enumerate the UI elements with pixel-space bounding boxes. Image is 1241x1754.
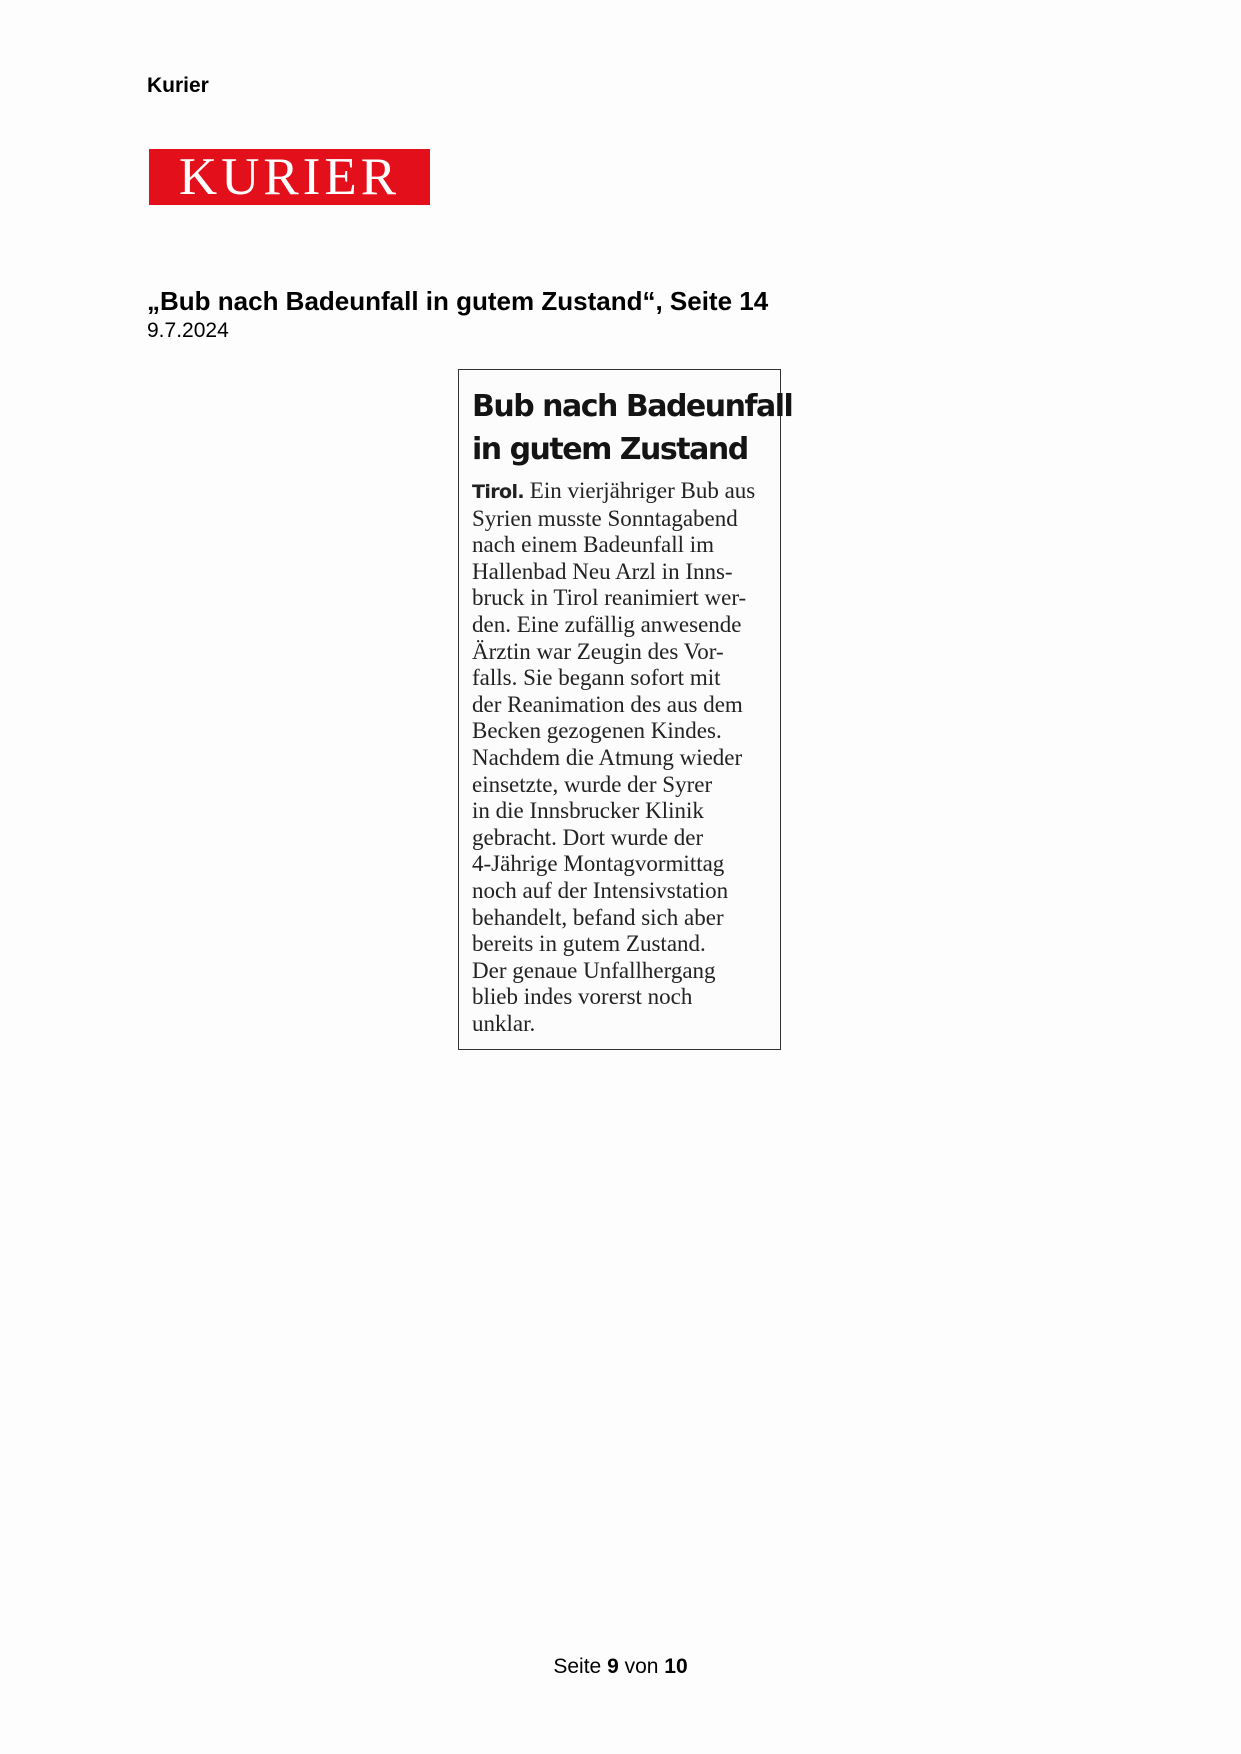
body-line: noch auf der Intensivstation — [472, 877, 729, 903]
body-line: falls. Sie begann sofort mit — [472, 665, 721, 691]
body-line: bereits in gutem Zustand. — [472, 931, 706, 957]
body-line: nach einem Badeunfall im — [472, 532, 715, 558]
article-lead: Tirol. — [472, 481, 525, 503]
current-page: 9 — [607, 1655, 619, 1678]
total-pages: 10 — [664, 1655, 688, 1678]
publication-name: Kurier — [147, 74, 209, 97]
body-line: den. Eine zufällig anwesende — [472, 611, 742, 637]
document-title: „Bub nach Badeunfall in gutem Zustand“, Seite 14 — [147, 286, 769, 316]
body-line: einsetzte, wurde der Syrer — [472, 771, 713, 797]
page-number — [0, 1654, 1241, 1680]
body-line: Ärztin war Zeugin des Vor- — [472, 638, 724, 664]
body-line: der Reanimation des aus dem — [472, 691, 743, 717]
body-line: Becken gezogenen Kindes. — [472, 718, 722, 744]
body-line: Der genaue Unfallhergang — [472, 957, 716, 983]
body-line: 4-Jährige Montagvormittag — [472, 851, 725, 877]
body-line — [472, 478, 755, 506]
body-line: Nachdem die Atmung wieder — [472, 744, 743, 770]
body-line: blieb indes vorerst noch — [472, 984, 693, 1010]
article-body — [472, 478, 755, 1037]
body-line: unklar. — [472, 1010, 536, 1036]
body-line: bruck in Tirol reanimiert wer- — [472, 585, 747, 611]
page-of-label: von — [624, 1655, 659, 1678]
body-line: behandelt, befand sich aber — [472, 904, 724, 930]
body-line: gebracht. Dort wurde der — [472, 824, 704, 850]
body-line: in die Innsbrucker Klinik — [472, 798, 704, 824]
headline-line: in gutem Zustand — [472, 432, 748, 467]
body-line: Syrien musste Sonntagabend — [472, 505, 738, 531]
page-label: Seite — [553, 1655, 602, 1678]
article-clipping — [458, 369, 793, 1050]
document-date: 9.7.2024 — [147, 319, 229, 342]
headline-line: Bub nach Badeunfall — [472, 389, 793, 424]
body-line-text: Ein vierjähriger Bub aus — [524, 478, 756, 503]
body-line: Hallenbad Neu Arzl in Inns- — [472, 558, 733, 584]
kurier-logo: KURIER — [149, 149, 430, 205]
article-headline — [472, 385, 792, 471]
